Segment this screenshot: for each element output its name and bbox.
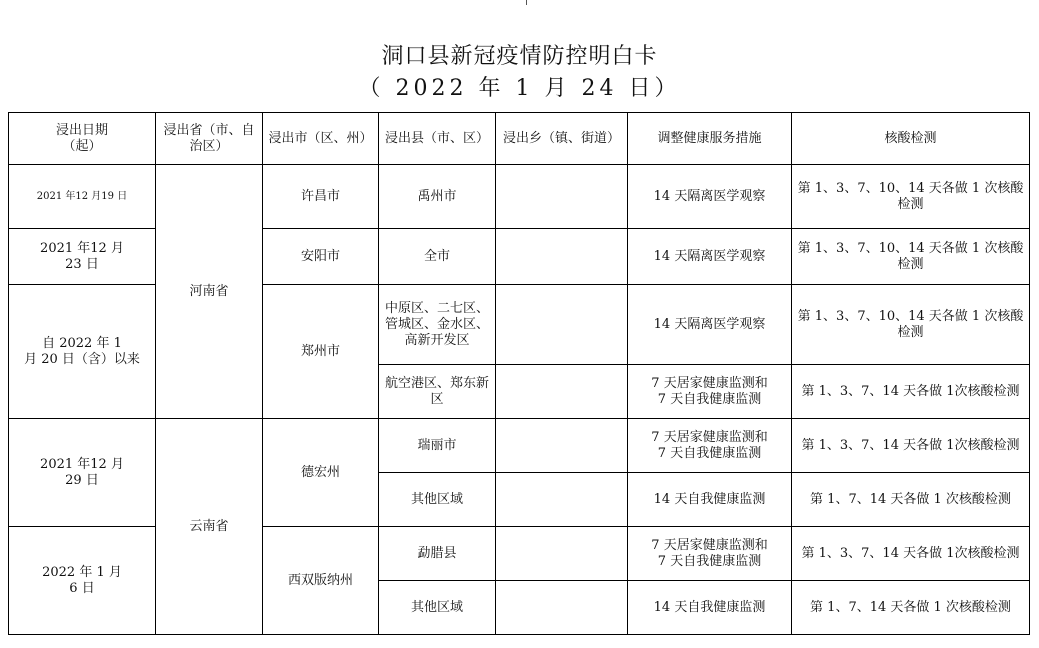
township-cell (496, 165, 628, 229)
table-row (9, 419, 1030, 473)
county-cell: 其他区域 (379, 581, 496, 635)
measure-cell: 14 天隔离医学观察 (628, 229, 792, 285)
header-date: 浸出日期 （起） (9, 113, 156, 165)
date-cell: 2021 年12 月19 日 (9, 165, 156, 229)
table-row (9, 165, 1030, 229)
city-cell: 德宏州 (263, 419, 379, 527)
header-measure: 调整健康服务措施 (628, 113, 792, 165)
document-date: （ 2022 年 1 月 24 日） (358, 76, 681, 101)
measure-cell: 7 天居家健康监测和 7 天自我健康监测 (628, 365, 792, 419)
travel-control-table (8, 112, 1030, 635)
test-cell: 第 1、3、7、10、14 天各做 1 次核酸检测 (792, 285, 1030, 365)
top-mark (526, 0, 527, 5)
test-cell: 第 1、7、14 天各做 1 次核酸检测 (792, 473, 1030, 527)
township-cell (496, 527, 628, 581)
header-province: 浸出省（市、自治区） (156, 113, 263, 165)
province-cell: 云南省 (156, 419, 263, 635)
city-cell: 西双版纳州 (263, 527, 379, 635)
measure-cell: 14 天自我健康监测 (628, 581, 792, 635)
county-cell: 瑞丽市 (379, 419, 496, 473)
header-row (9, 113, 1030, 165)
township-cell (496, 473, 628, 527)
measure-cell: 14 天隔离医学观察 (628, 285, 792, 365)
header-county: 浸出县（市、区） (379, 113, 496, 165)
measure-cell: 7 天居家健康监测和 7 天自我健康监测 (628, 419, 792, 473)
township-cell (496, 581, 628, 635)
county-cell: 其他区域 (379, 473, 496, 527)
test-cell: 第 1、3、7、10、14 天各做 1 次核酸检测 (792, 165, 1030, 229)
test-cell: 第 1、3、7、14 天各做 1次核酸检测 (792, 419, 1030, 473)
county-cell: 中原区、二七区、管城区、金水区、高新开发区 (379, 285, 496, 365)
county-cell: 勐腊县 (379, 527, 496, 581)
city-cell: 郑州市 (263, 285, 379, 419)
date-cell: 2021 年12 月 29 日 (9, 419, 156, 527)
city-cell: 许昌市 (263, 165, 379, 229)
city-cell: 安阳市 (263, 229, 379, 285)
measure-cell: 7 天居家健康监测和 7 天自我健康监测 (628, 527, 792, 581)
township-cell (496, 285, 628, 365)
date-cell: 2022 年 1 月 6 日 (9, 527, 156, 635)
test-cell: 第 1、7、14 天各做 1 次核酸检测 (792, 581, 1030, 635)
measure-cell: 14 天自我健康监测 (628, 473, 792, 527)
test-cell: 第 1、3、7、14 天各做 1次核酸检测 (792, 527, 1030, 581)
header-township: 浸出乡（镇、街道） (496, 113, 628, 165)
province-cell: 河南省 (156, 165, 263, 419)
county-cell: 航空港区、郑东新区 (379, 365, 496, 419)
header-city: 浸出市（区、州） (263, 113, 379, 165)
test-cell: 第 1、3、7、14 天各做 1次核酸检测 (792, 365, 1030, 419)
header-test: 核酸检测 (792, 113, 1030, 165)
township-cell (496, 229, 628, 285)
date-cell: 2021 年12 月 23 日 (9, 229, 156, 285)
test-cell: 第 1、3、7、10、14 天各做 1 次核酸检测 (792, 229, 1030, 285)
county-cell: 全市 (379, 229, 496, 285)
township-cell (496, 419, 628, 473)
county-cell: 禹州市 (379, 165, 496, 229)
document-title: 洞口县新冠疫情防控明白卡 (381, 44, 658, 69)
township-cell (496, 365, 628, 419)
date-cell: 自 2022 年 1 月 20 日（含）以来 (9, 285, 156, 419)
measure-cell: 14 天隔离医学观察 (628, 165, 792, 229)
